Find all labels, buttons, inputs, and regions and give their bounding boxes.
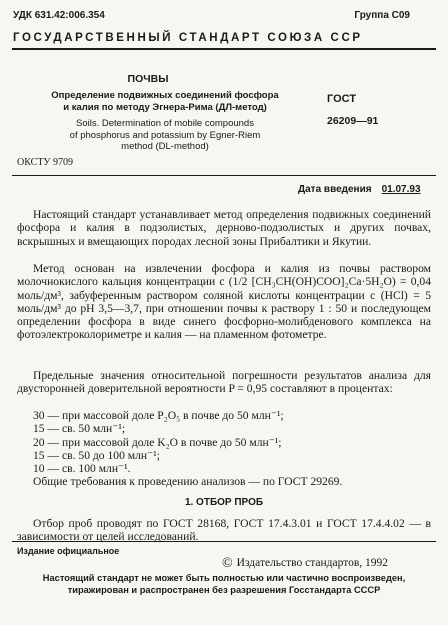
section-heading: 1. ОТБОР ПРОБ (184, 497, 264, 508)
list-item: 20 — при массовой доле K₂O в почве до 50 млн⁻¹; (33, 435, 282, 449)
list-item: Общие требования к проведению анализов — по ГОСТ 29269. (33, 475, 343, 489)
subtitle-ru-line: и калия по методу Эгнера-Рима (ДЛ-метод) (63, 102, 267, 113)
udk-code: УДК 631.42:006.354 (13, 10, 105, 21)
list-item: 30 — при массовой доле P₂O₅ в почве до 50 млн⁻¹; (33, 409, 284, 422)
list-item: 15 — св. 50 млн⁻¹; (33, 422, 126, 436)
list-item: 10 — св. 100 млн⁻¹. (33, 462, 131, 476)
method-text-a: Метод основан на извлечении фосфора и калия из почвы раствором молочнокислого кальция концентрации (17, 262, 431, 289)
header-divider (12, 48, 436, 50)
document-title: ПОЧВЫ (127, 73, 169, 85)
intro-paragraph (17, 208, 431, 248)
method-paragraph (17, 262, 431, 342)
error-limits-list (17, 409, 431, 489)
gost-label: ГОСТ (327, 93, 357, 105)
error-paragraph (17, 369, 431, 396)
copyright-line (222, 556, 388, 572)
sampling-text: Отбор проб проводят по ГОСТ 28168, ГОСТ 17.4.3.01 и ГОСТ 17.4.4.02 — в зависимости от целей исследований. (17, 517, 431, 544)
subtitle-ru-line: Определение подвижных соединений фосфора (51, 90, 279, 101)
method-text-b: c (1/2 [CH₃CH(OH)COO]₂Ca·5H₂O) = 0,04 моль/дм³, забуференным раствором соляной кислоты концентрации c (HCl) = 5 моль/дм³ до pH 3,5—3,7, при отношении почвы к раствору 1 : 50 и последующем определении фосфора в виде синего фосфорно-молибденового комплекса на фотоэлектроколориметре и калия — на пламенном фотометре. (17, 275, 431, 342)
paragraph-errors: Предельные значения относительной погрешности результатов анализа для двусторонней доверительной вероятности P = 0,95 составляют в процентах: (17, 369, 431, 396)
subtitle-english (40, 118, 290, 153)
gost-number: 26209—91 (327, 115, 379, 127)
paragraph-scope: Настоящий стандарт устанавливает метод определения подвижных соединений фосфора и калия в подзолистых, дерново-подзолистых и других почвах, вскрышных и вмещающих породах лесной зоны Прибалтики и Якутии. (17, 208, 431, 248)
list-item: 15 — св. 50 до 100 млн⁻¹; (33, 448, 160, 462)
notice-line: тиражирован и распространен без разрешения Госстандарта СССР (67, 585, 381, 595)
subtitle-russian (40, 90, 290, 114)
date-label: Дата введения (298, 184, 372, 195)
introduction-date (298, 184, 421, 195)
okstu-code: ОКСТУ 9709 (17, 157, 74, 168)
subtitle-en-line: method (DL-method) (121, 141, 209, 152)
metadata-divider (12, 175, 436, 176)
date-value: 01.07.93 (381, 184, 421, 195)
notice-line: Настоящий стандарт не может быть полностью или частично воспроизведен, (42, 573, 406, 583)
subtitle-en-line: Soils. Determination of mobile compounds (76, 118, 254, 129)
copyright-icon: © (222, 556, 233, 571)
state-standard-heading: ГОСУДАРСТВЕННЫЙ СТАНДАРТ СОЮЗА ССР (13, 32, 363, 44)
copyright-text: Издательство стандартов, 1992 (236, 557, 389, 569)
subtitle-en-line: of phosphorus and potassium by Egner-Riem (69, 129, 261, 141)
footer-divider (12, 541, 436, 542)
group-code: Группа С09 (354, 10, 410, 21)
section-1-paragraph (17, 517, 431, 544)
reproduction-notice (13, 572, 435, 596)
official-edition-label: Издание официальное (17, 546, 120, 556)
